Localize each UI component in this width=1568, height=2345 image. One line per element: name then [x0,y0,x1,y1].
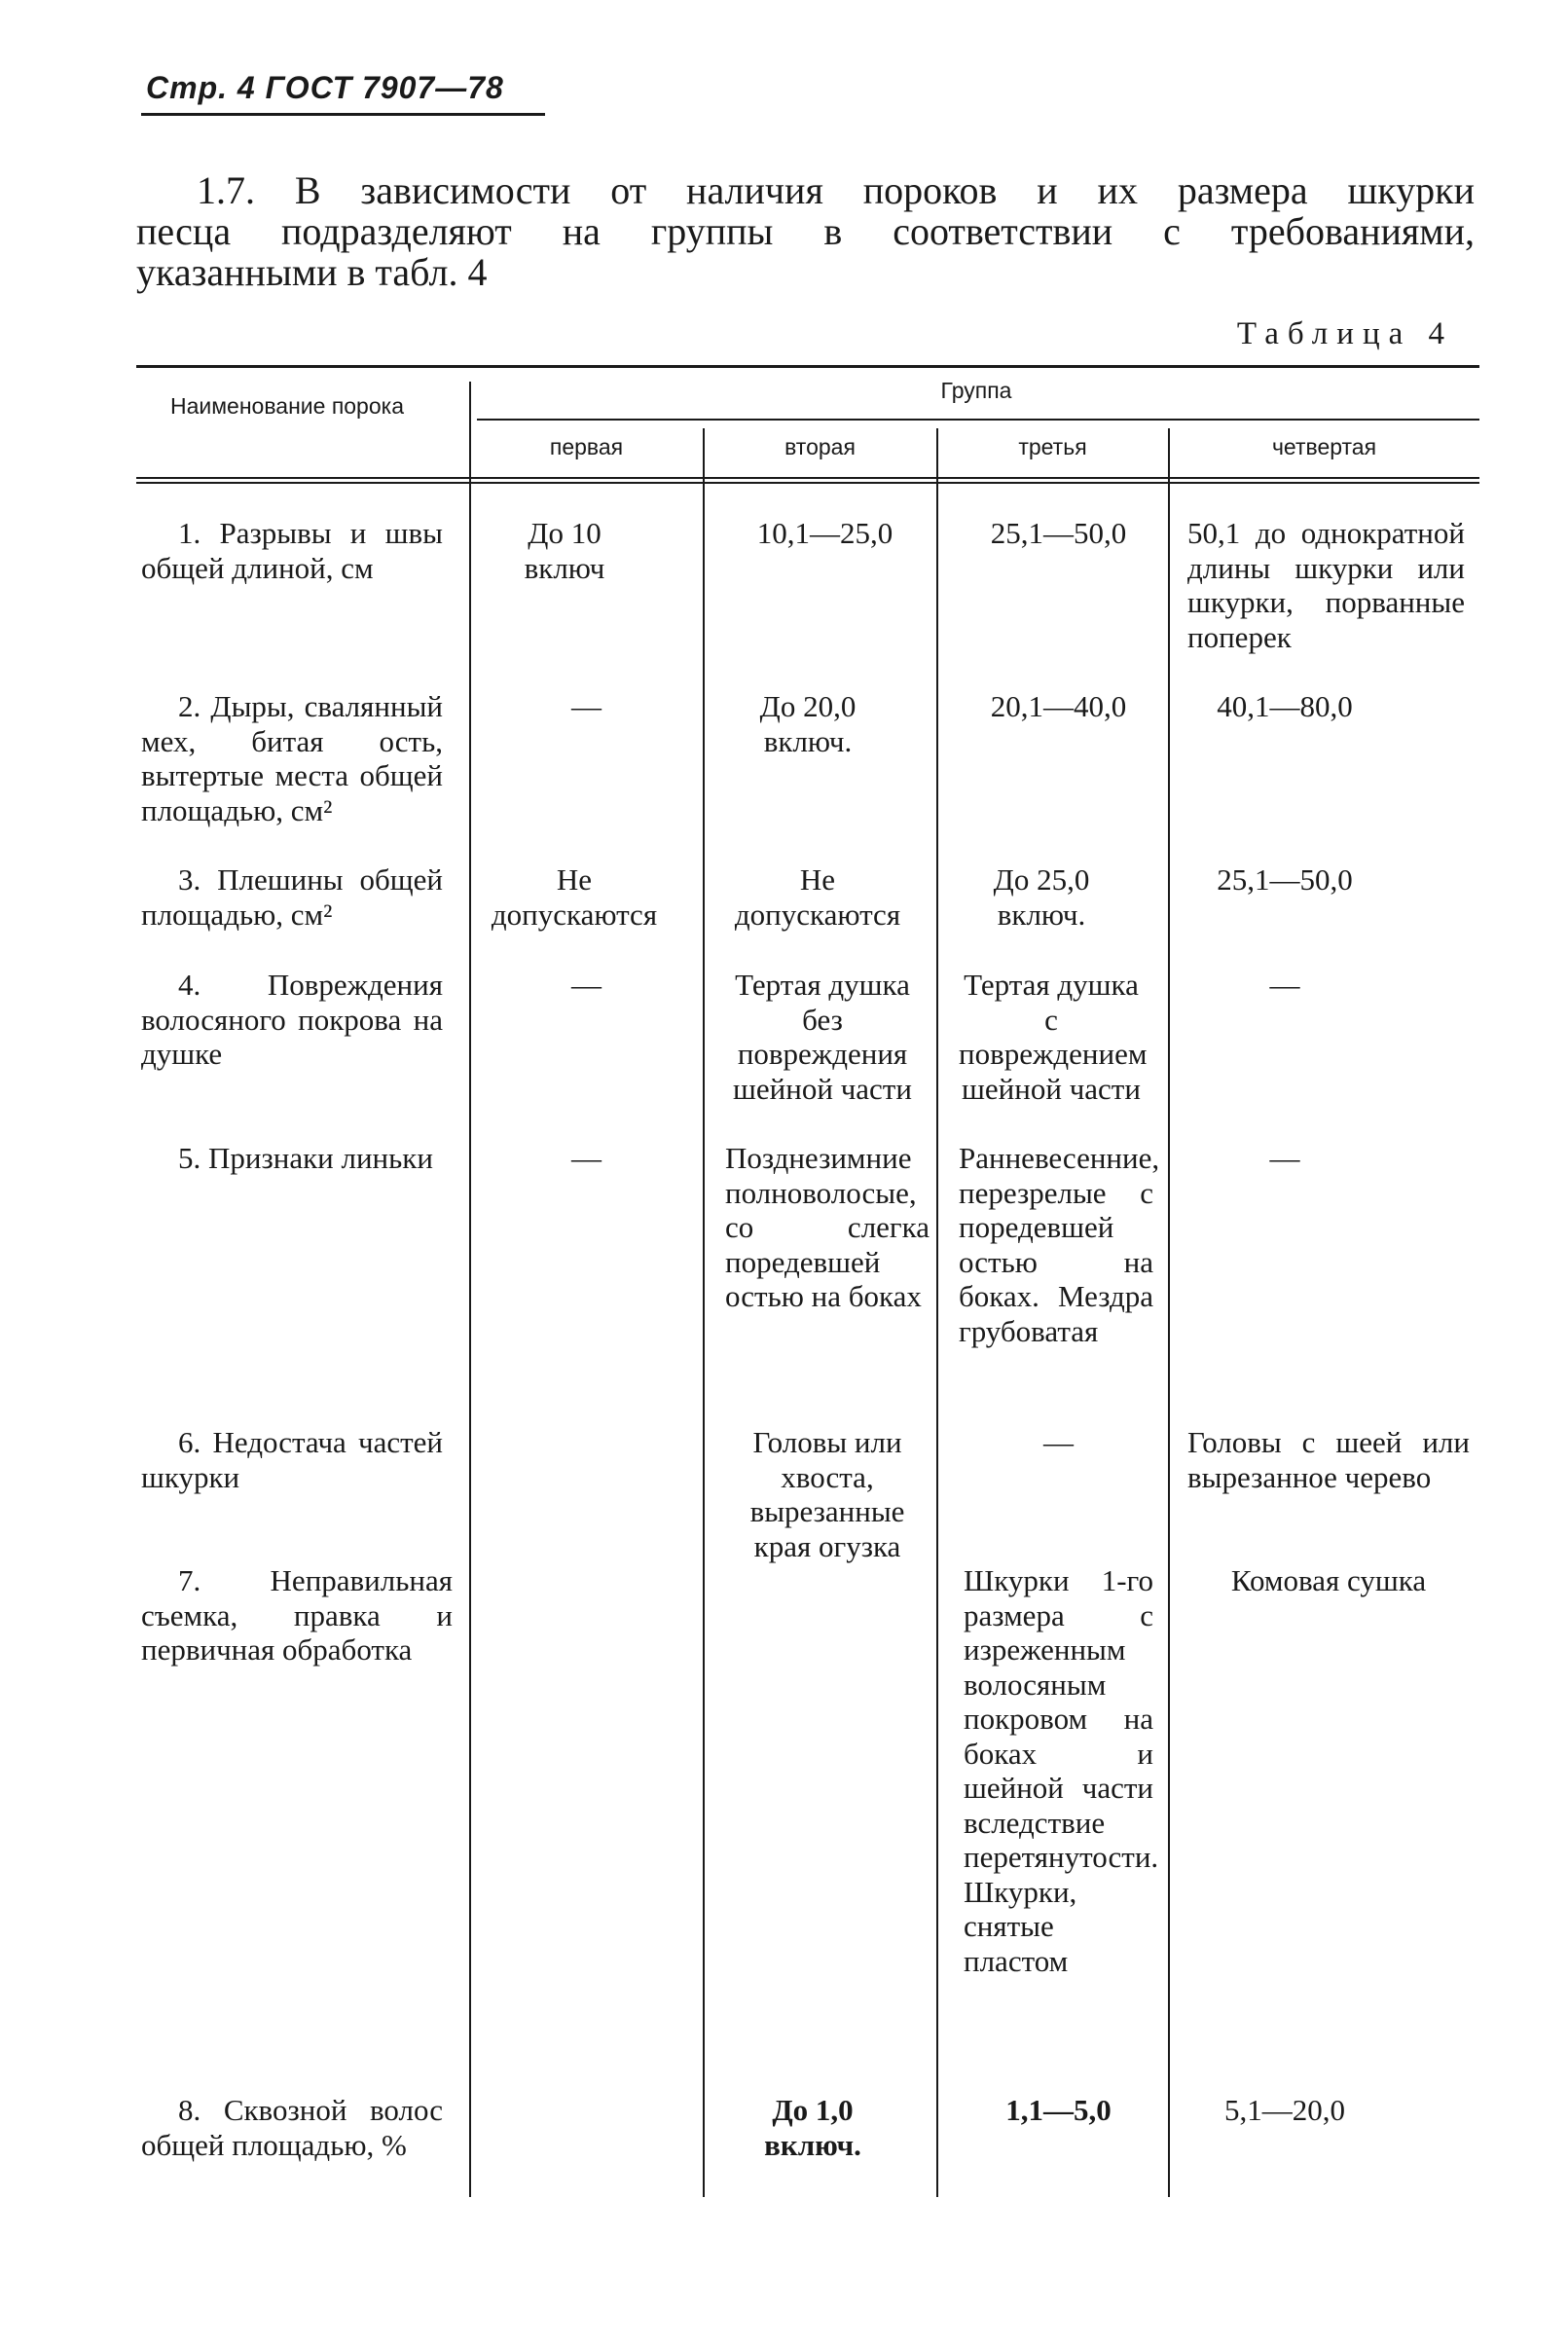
table-row-4-group-4: — [1269,968,1300,1002]
header-group-4: четвертая [1271,434,1377,459]
table-row-4-group-3: Тертая душка с повреждением шейной части [959,968,1148,1106]
table-top-rule [136,365,1479,368]
table-row-1-group-3: 25,1—50,0 [990,516,1127,550]
table-row-1-group-4: 50,1 до однократной длины шкурки или шкурки, порванные поперек [1187,516,1465,654]
table-row-3-group-4: 25,1—50,0 [1217,862,1353,897]
header-group-1: первая [549,434,624,459]
header-bottom-rule-2 [136,482,1479,484]
table-row-5-group-2: Позднезимние полноволосые, со слегка поредевшей остью на боках [725,1141,930,1313]
table-row-2-group-1: — [571,689,602,723]
table-row-2-group-3: 20,1—40,0 [990,689,1127,723]
table-row-7-group-4: Комовая сушка [1230,1563,1427,1597]
table-row-3-group-3: До 25,0 включ. [993,862,1090,932]
header-group-2: вторая [784,434,856,459]
table-row-6-group-2: Головы или хвоста, вырезанные края огузка [749,1425,905,1563]
header-group-3: третья [1018,434,1087,459]
column-divider-4 [1168,428,1170,2197]
table-row-4-defect: 4. Повреждения волосяного покрова на душке [141,968,443,1071]
table-row-4-group-2: Тертая душка без повреждения шейной части [733,968,912,1106]
header-defect-name: Наименование порока [169,393,405,419]
header-group: Группа [940,378,1012,403]
table-row-6-defect: 6. Недостача частей шкурки [141,1425,443,1494]
table-row-1-group-1: До 10 включ [524,516,605,585]
intro-line-1: 1.7. В зависимости от наличия пороков и их размера шкурки [197,168,1475,212]
table-row-3-defect: 3. Плешины общей площадью, см² [141,862,443,932]
table-row-1-defect: 1. Разрывы и швы общей длиной, см [141,516,443,585]
table-row-2-group-4: 40,1—80,0 [1217,689,1353,723]
intro-paragraph [136,170,1475,293]
table-row-2-defect: 2. Дыры, свалянный мех, битая ость, вытертые места общей площадью, см² [141,689,443,827]
table-row-6-group-4: Головы с шеей или вырезанное черево [1187,1425,1470,1494]
table-row-3-group-2: Не допускаются [734,862,901,932]
table-row-7-group-3: Шкурки 1-го размера с изреженным волосяным покровом на боках и шейной части вследствие перетянутости. Шкурки, снятые пластом [964,1563,1159,1978]
column-divider-1 [469,382,471,2197]
table-row-8-group-4: 5,1—20,0 [1224,2093,1345,2127]
table-row-5-group-1: — [571,1141,602,1175]
header-bottom-rule [136,477,1479,479]
intro-line-3: указанными в табл. 4 [136,250,488,294]
table-row-4-group-1: — [571,968,602,1002]
table-row-5-group-4: — [1269,1141,1300,1175]
table-row-6-group-3: — [1043,1425,1074,1459]
column-divider-2 [703,428,705,2197]
table-caption: Таблица 4 [1236,316,1453,351]
table-row-7-defect: 7. Неправильная съемка, правка и первичная обработка [141,1563,453,1667]
page-header: Стр. 4 ГОСТ 7907—78 [146,70,504,105]
table-row-8-defect: 8. Сквозной волос общей площадью, % [141,2093,443,2162]
table-row-8-group-3: 1,1—5,0 [1005,2093,1112,2127]
table-row-5-group-3: Ранневесенние, перезрелые с поредевшей остью на боках. Мездра грубоватая [959,1141,1160,1348]
header-rule [141,113,545,116]
column-divider-3 [936,428,938,2197]
table-row-2-group-2: До 20,0 включ. [759,689,857,758]
table-row-3-group-1: Не допускаются [491,862,658,932]
intro-line-2: песца подразделяют на группы в соответствии с требованиями, [136,209,1475,253]
table-row-8-group-2: До 1,0 включ. [764,2093,861,2162]
group-rule [477,419,1479,421]
table-row-1-group-2: 10,1—25,0 [756,516,893,550]
table-row-5-defect: 5. Признаки линьки [178,1141,433,1175]
